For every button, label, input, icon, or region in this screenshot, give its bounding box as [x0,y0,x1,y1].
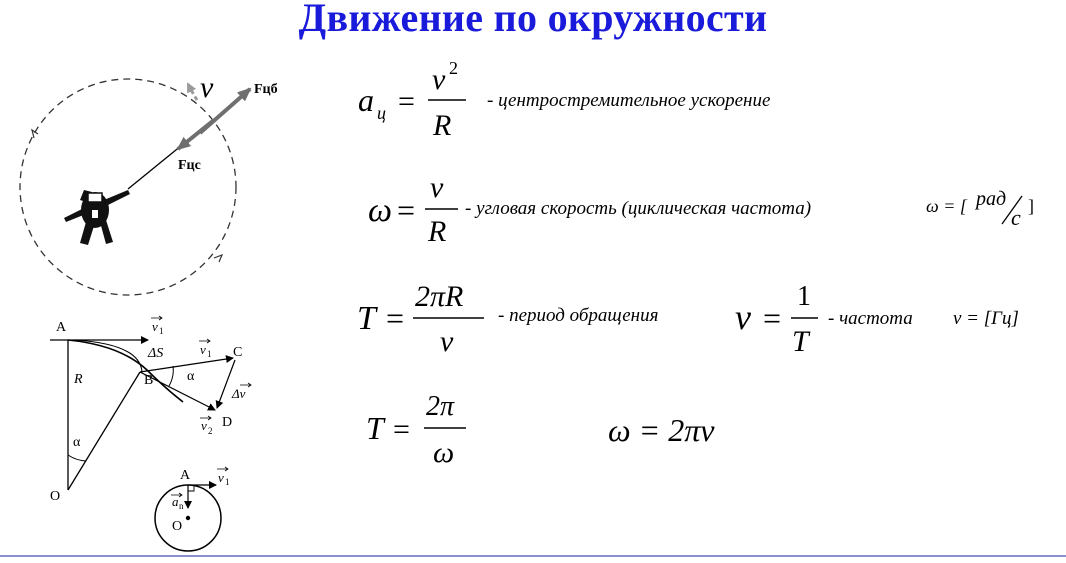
point-b-label: B [144,373,154,388]
svg-text:T: T [792,325,809,358]
formula-angular-velocity [368,171,1034,248]
formula-4-description: - частота [828,308,913,329]
alpha-label-b: α [187,369,195,384]
svg-text:Δv: Δv [232,386,246,401]
point-o-label: O [50,489,61,504]
formula-2-unit-lhs: ω = [ [926,196,967,216]
formula-2-description: - угловая скорость (циклическая частота) [465,198,812,219]
formula-2-unit-close: ] [1028,196,1034,216]
formula-1-description: - центростремительное ускорение [487,90,771,111]
svg-text:2: 2 [449,58,458,78]
ds-label: ΔS [148,346,164,361]
formula-3-description: - период обращения [498,305,659,326]
svg-text:ω: ω [368,192,393,229]
svg-text:n: n [179,501,184,511]
small-point-o-label: O [172,519,183,534]
centrifugal-force-label: Fцб [254,82,278,97]
radius-label: R [74,372,83,387]
formula-period [357,280,658,358]
svg-text:1: 1 [225,477,230,487]
svg-text:ω: ω [433,436,455,469]
svg-text:=: = [397,192,416,228]
velocity-label: v [200,71,214,104]
svg-text:v: v [218,470,224,485]
point-a-label: A [56,320,67,335]
svg-text:v: v [430,171,444,204]
alpha-label-o: α [73,435,81,450]
point-c-label: C [233,345,243,360]
formula-2-unit-num: рад [976,188,1007,210]
svg-text:=: = [386,300,405,336]
formula-4-unit: ν = [Гц] [953,308,1019,329]
formula-frequency [735,281,1019,358]
svg-text:2π: 2π [426,391,455,422]
svg-text:2: 2 [208,426,213,436]
point-d-label: D [222,415,233,430]
formula-period-omega [366,391,466,469]
svg-text:a: a [358,82,374,118]
svg-text:1: 1 [207,349,212,359]
svg-text:a: a [172,494,179,509]
svg-text:v: v [201,418,207,433]
svg-text:ν: ν [735,297,751,337]
footer-divider [0,555,1066,557]
svg-text:=: = [393,413,410,446]
centripetal-force-label: Fцс [178,158,201,173]
svg-text:1: 1 [159,326,164,336]
svg-text:=: = [763,300,782,336]
svg-text:T: T [366,410,384,446]
svg-text:v: v [440,325,454,358]
svg-text:v: v [152,319,158,334]
small-point-a-label: A [180,468,191,483]
svg-text:ц: ц [377,103,386,123]
svg-text:T: T [357,300,376,337]
svg-text:R: R [433,109,452,142]
svg-text:v: v [432,63,446,96]
formula-2-unit-den: с [1011,205,1021,230]
svg-text:=: = [398,85,415,118]
page-title: Движение по окружности [298,0,768,40]
formula-omega-frequency [608,412,715,448]
svg-text:ω = 2πν: ω = 2πν [608,412,715,448]
svg-text:R: R [428,215,447,248]
svg-text:1: 1 [797,281,811,312]
svg-text:2πR: 2πR [415,280,464,313]
svg-text:v: v [200,342,206,357]
formula-centripetal-acceleration [358,58,770,142]
